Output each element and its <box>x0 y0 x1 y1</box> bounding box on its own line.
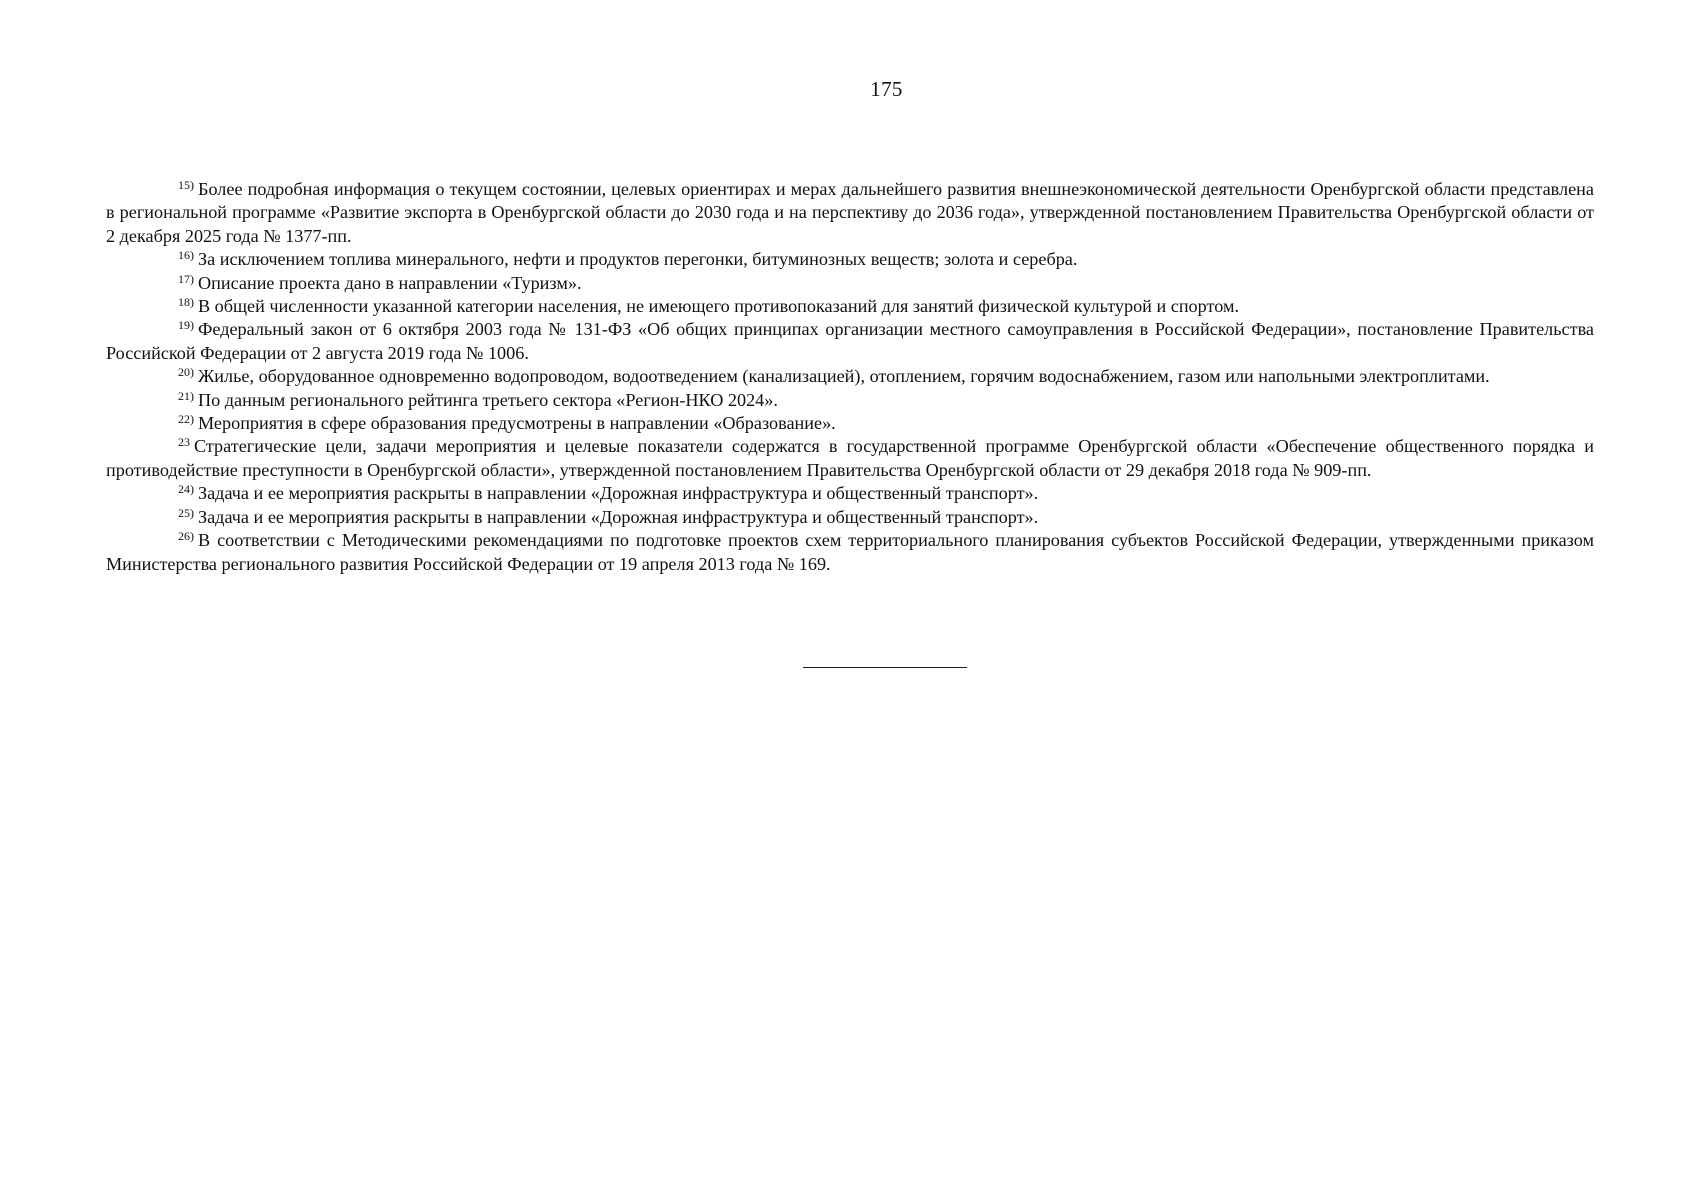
footnote-marker: 18) <box>178 295 194 310</box>
footnote-text: Федеральный закон от 6 октября 2003 года № 131-ФЗ «Об общих принципах организации местного самоуправления в Российской Федерации», постановление Правительства Российской Федерации от 2 августа 2019 года № 1006. <box>106 319 1594 363</box>
footnote-marker: 17) <box>178 271 194 286</box>
footnote-26 <box>106 529 1594 576</box>
footnote-text: Более подробная информация о текущем состоянии, целевых ориентирах и мерах дальнейшего развития внешнеэкономической деятельности Оренбургской области представлена в региональной программе «Развитие экспорта в Оренбургской области до 2030 года и на перспективу до 2036 года», утвержденной постановлением Правительства Оренбургской области от 2 декабря 2025 года № 1377-пп. <box>106 179 1594 246</box>
footnote-21 <box>106 389 1594 412</box>
footnote-text: Мероприятия в сфере образования предусмотрены в направлении «Образование». <box>198 413 836 434</box>
footnote-16 <box>106 248 1594 271</box>
footnote-marker: 21) <box>178 388 194 403</box>
page-number: 175 <box>870 77 903 101</box>
footnote-23 <box>106 435 1594 482</box>
footnote-marker: 23 <box>178 435 190 450</box>
footnote-text: Задача и ее мероприятия раскрыты в направлении «Дорожная инфраструктура и общественный транспорт». <box>198 483 1039 504</box>
footnote-marker: 20) <box>178 365 194 380</box>
footnote-20 <box>106 365 1594 388</box>
footnote-marker: 19) <box>178 318 194 333</box>
footnote-marker: 24) <box>178 482 194 497</box>
footnote-text: Жилье, оборудованное одновременно водопроводом, водоотведением (канализацией), отоплением, горячим водоснабжением, газом или напольными электроплитами. <box>198 366 1490 387</box>
footnote-marker: 22) <box>178 412 194 427</box>
footnote-19 <box>106 318 1594 365</box>
footnote-17 <box>106 272 1594 295</box>
footnote-24 <box>106 482 1594 505</box>
footnote-text: По данным регионального рейтинга третьего сектора «Регион-НКО 2024». <box>198 389 778 410</box>
footnote-15 <box>106 178 1594 248</box>
footnote-text: За исключением топлива минерального, нефти и продуктов перегонки, битуминозных веществ; золота и серебра. <box>198 249 1078 270</box>
footnote-marker: 25) <box>178 505 194 520</box>
footnote-22 <box>106 412 1594 435</box>
footnote-marker: 16) <box>178 248 194 263</box>
footnote-marker: 15) <box>178 178 194 192</box>
footnote-text: В соответствии с Методическими рекомендациями по подготовке проектов схем территориального планирования субъектов Российской Федерации, утвержденными приказом Министерства регионального развития Российской Федерации от 19 апреля 2013 года № 169. <box>106 530 1594 574</box>
footnotes-list <box>106 178 1594 576</box>
footnote-marker: 26) <box>178 529 194 544</box>
end-divider-line <box>803 667 967 668</box>
footnote-text: Задача и ее мероприятия раскрыты в направлении «Дорожная инфраструктура и общественный транспорт». <box>198 506 1039 527</box>
footnote-text: Стратегические цели, задачи мероприятия и целевые показатели содержатся в государственной программе Оренбургской области «Обеспечение общественного порядка и противодействие преступности в Оренбургской области», утвержденной постановлением Правительства Оренбургской области от 29 декабря 2018 года № 909-пп. <box>106 436 1594 480</box>
footnote-18 <box>106 295 1594 318</box>
footnote-text: Описание проекта дано в направлении «Туризм». <box>198 272 582 293</box>
footnote-text: В общей численности указанной категории населения, не имеющего противопоказаний для занятий физической культурой и спортом. <box>198 296 1240 317</box>
footnote-25 <box>106 506 1594 529</box>
